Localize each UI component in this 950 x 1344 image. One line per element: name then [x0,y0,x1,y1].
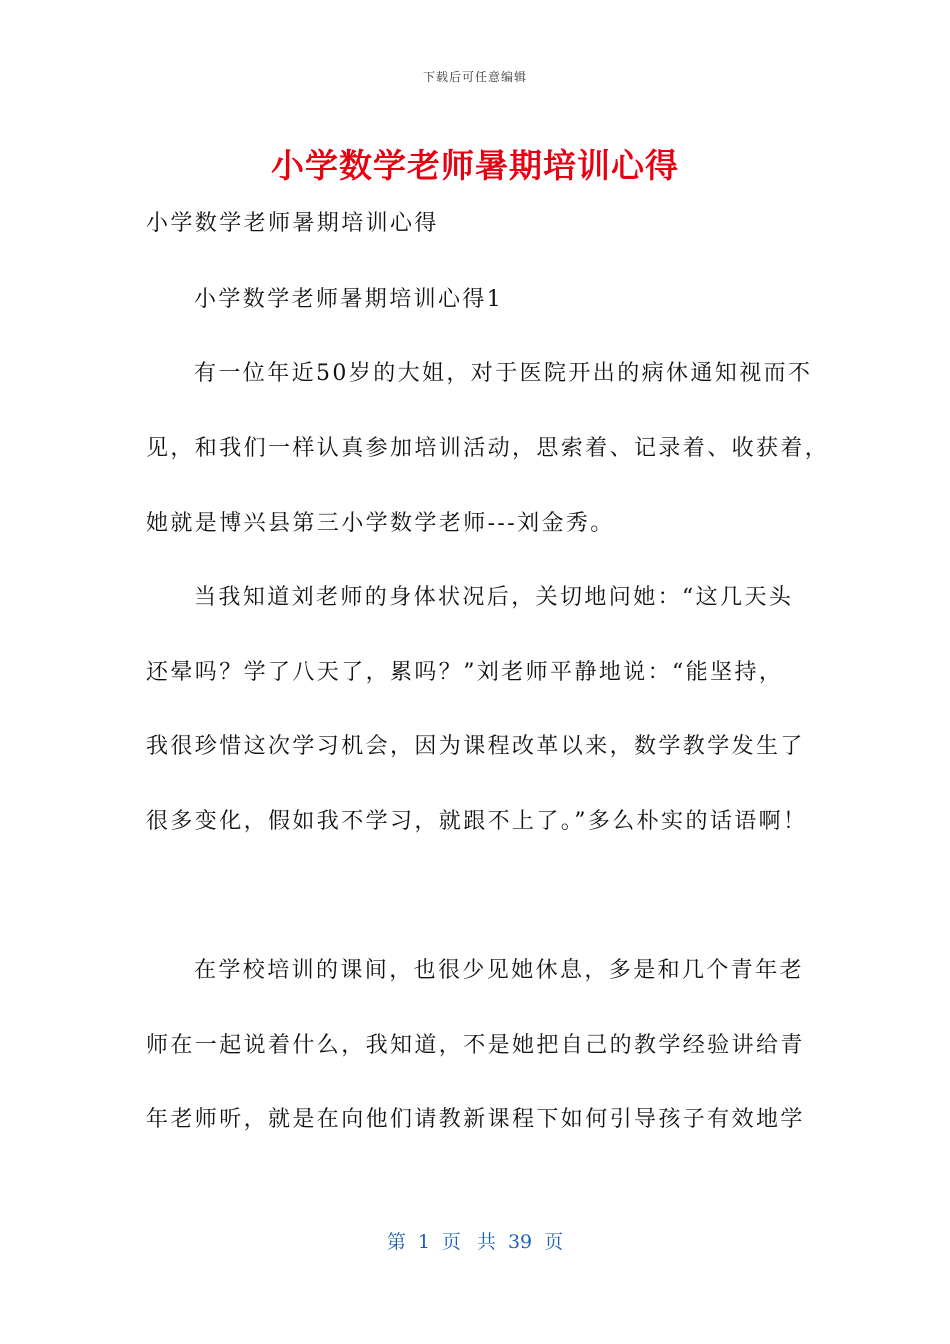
footer-suffix: 页 [544,1231,564,1253]
text-line-paragraph: 当我知道刘老师的身体状况后，关切地问她：“这几天头 [194,585,794,610]
text-line-subtitle: 小学数学老师暑期培训心得 [146,211,439,236]
text-line-paragraph: 见，和我们一样认真参加培训活动，思索着、记录着、收获着， [146,436,830,461]
total-pages-number: 39 [507,1231,533,1253]
page-footer [0,1227,950,1254]
text-line-paragraph: 年老师听，就是在向他们请教新课程下如何引导孩子有效地学 [146,1107,805,1132]
document-title: 小学数学老师暑期培训心得 [271,146,679,185]
text-line-paragraph: 有一位年近50岁的大姐，对于医院开出的病休通知视而不 [194,361,813,386]
text-line-paragraph: 还晕吗？学了八天了，累吗？”刘老师平静地说：“能坚持， [146,660,784,685]
text-line-paragraph: 师在一起说着什么，我知道，不是她把自己的教学经验讲给青 [146,1033,805,1058]
text-line-paragraph: 她就是博兴县第三小学数学老师---刘金秀。 [146,511,615,536]
current-page-number: 1 [417,1231,430,1253]
text-line-paragraph: 很多变化，假如我不学习，就跟不上了。”多么朴实的话语啊！ [146,809,808,834]
footer-prefix: 第 [386,1231,406,1253]
header-note: 下载后可任意编辑 [422,70,527,84]
text-line-paragraph: 在学校培训的课间，也很少见她休息，多是和几个青年老 [194,958,805,983]
text-line-paragraph: 我很珍惜这次学习机会，因为课程改革以来，数学教学发生了 [146,734,805,759]
footer-mid: 页 共 [441,1231,496,1253]
text-line-section-heading: 小学数学老师暑期培训心得1 [194,287,504,312]
